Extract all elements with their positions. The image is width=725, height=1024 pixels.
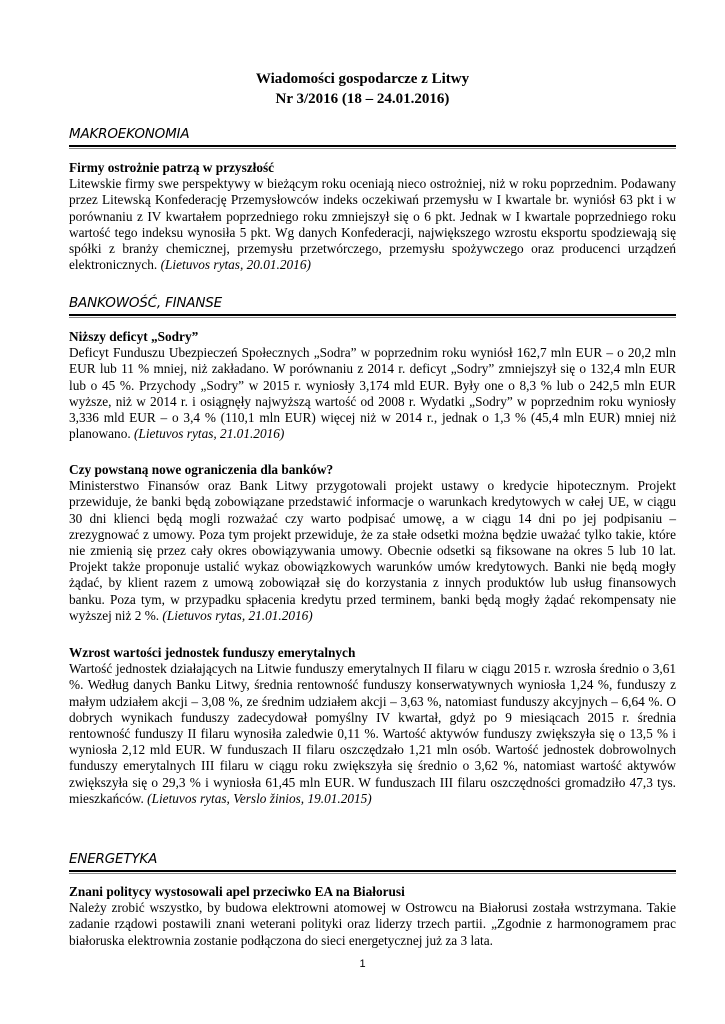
page-number: 1 bbox=[359, 958, 366, 970]
article-body: Deficyt Funduszu Ubezpieczeń Społecznych „Sodra” w poprzednim roku wyniósł 162,7 mln EUR – o 20,2 mln EUR lub 11 % mniej, niż zakładano. W porównaniu z 2014 r. deficyt „Sodry” zmniejszył się o 132,4 mln EUR lub o 45 %. Przychody „Sodry” w 2015 r. wyniosły 3,174 mld EUR. Były one o 8,3 % lub o 242,5 mln EUR wyższe, niż w 2014 r. i osiągnęły najwyższą wartość od 2008 r. Wydatki „Sodry” w poprzednim roku wyniosły 3,336 mld EUR – o 3,4 % (110,1 mln EUR) więcej niż w 2014 r., jednak o 1,3 % (45,4 mln EUR) mniej niż planowano. bbox=[69, 345, 676, 442]
article-title: Znani politycy wystosowali apel przeciwko EA na Białorusi bbox=[69, 884, 405, 899]
article-body: Ministerstwo Finansów oraz Bank Litwy przygotowali projekt ustawy o kredycie hipotecznym. Projekt przewiduje, że banki będą zobowiązane przedstawić informacje o warunkach kredytowych w całej UE, w ciągu 30 dni klienci będą mogli rozważać czy warto podpisać umowę, a w ciągu 14 dni po jej podpisaniu – zrezygnować z umowy. Poza tym projekt przewiduje, że za stałe odsetki można będzie uważać tylko takie, które nie zmienią się przez cały okres obowiązywania umowy. Obecnie odsetki są fiksowane na okres 5 lub 10 lat. Projekt także proponuje ustalić wykaz obowiązkowych warunków umów kredytowych. Banki nie będą mogły żądać, by klient razem z umową zobowiązał się do korzystania z innych produktów lub usług finansowych banku. Poza tym, w przypadku spłacenia kredytu przed terminem, banki będą mogły żądać rekompensaty nie wyższej niż 2 %. bbox=[69, 478, 676, 623]
section-divider bbox=[69, 314, 676, 316]
article-title: Czy powstaną nowe ograniczenia dla banków? bbox=[69, 462, 334, 477]
article-firmy bbox=[69, 160, 676, 273]
issue-number: Nr 3/2016 (18 – 24.01.2016) bbox=[275, 91, 450, 107]
document-title: Wiadomości gospodarcze z Litwy bbox=[255, 71, 470, 87]
article-body: Litewskie firmy swe perspektywy w bieżącym roku oceniają nieco ostrożniej, niż w roku poprzednim. Podawany przez Litewską Konfederację Przemysłowców indeks oczekiwań przemysłu w I kwartale br. wyniósł 63 pkt i w porównaniu z IV kwartałem poprzedniego roku zmniejszył się o 6 pkt. Jednak w I kwartale poprzedniego roku wartość tego indeksu wynosiła 5 pkt. Wg danych Konfederacji, największego wzrostu eksportu spodziewają się spółki z branży chemicznej, przemysłu przetwórczego, przemysłu spożywczego oraz producenci urządzeń elektronicznych. bbox=[69, 176, 676, 273]
article-source: (Lietuvos rytas, 21.01.2016) bbox=[162, 607, 313, 623]
section-divider bbox=[69, 145, 676, 147]
section-divider-shadow bbox=[69, 873, 676, 874]
section-heading-energetyka: ENERGETYKA bbox=[69, 851, 158, 867]
section-heading-bankowosc: BANKOWOŚĆ, FINANSE bbox=[69, 295, 222, 311]
article-fundusze bbox=[69, 645, 676, 807]
article-title: Firmy ostrożnie patrzą w przyszłość bbox=[69, 160, 275, 175]
article-banki bbox=[69, 462, 676, 624]
section-heading-makroekonomia: MAKROEKONOMIA bbox=[69, 126, 190, 142]
section-divider bbox=[69, 870, 676, 872]
article-elektrownia bbox=[69, 884, 676, 949]
article-source: (Lietuvos rytas, 21.01.2016) bbox=[134, 426, 285, 442]
article-title: Wzrost wartości jednostek funduszy emerytalnych bbox=[69, 645, 356, 660]
article-source: (Lietuvos rytas, Verslo žinios, 19.01.2015) bbox=[147, 790, 372, 806]
section-divider-shadow bbox=[69, 148, 676, 149]
article-sodra bbox=[69, 329, 676, 442]
article-source: (Lietuvos rytas, 20.01.2016) bbox=[160, 257, 311, 273]
section-divider-shadow bbox=[69, 317, 676, 318]
article-body: Należy zrobić wszystko, by budowa elektrowni atomowej w Ostrowcu na Białorusi została wstrzymana. Takie zadanie rządowi postawili znani weterani polityki oraz liderzy trzech partii. „Zgodnie z harmonogramem prac białoruska elektrownia zostanie podłączona do sieci energetycznej już za 3 lata. bbox=[69, 900, 676, 948]
article-title: Niższy deficyt „Sodry” bbox=[69, 329, 199, 344]
article-body: Wartość jednostek działających na Litwie funduszy emerytalnych II filaru w ciągu 2015 r. wzrosła średnio o 3,61 %. Według danych Banku Litwy, średnia rentowność funduszy konserwatywnych wyniosła 1,24 %, funduszy z małym udziałem akcji – 3,08 %, ze średnim udziałem akcji – 3,63 %, natomiast funduszy akcyjnych – 6,64 %. O dobrych wynikach funduszy zadecydował pomyślny IV kwartał, gdyż po 9 miesiącach 2015 r. średnia rentowność funduszy II filaru wynosiła zaledwie 0,11 %. Wartość aktywów funduszy zwiększyła się o 13,5 % i wyniosła 2,12 mld EUR. W funduszach II filaru oszczędzało 1,21 mln osób. Wartość jednostek dobrowolnych funduszy emerytalnych III filaru w ciągu roku zwiększyła się średnio o 3,62 %, natomiast wartość aktywów zwiększyła się o 29,3 % i wyniosła 61,45 mln EUR. W funduszach III filaru oszczędności gromadziło 47,3 tys. mieszkańców. bbox=[69, 661, 676, 806]
